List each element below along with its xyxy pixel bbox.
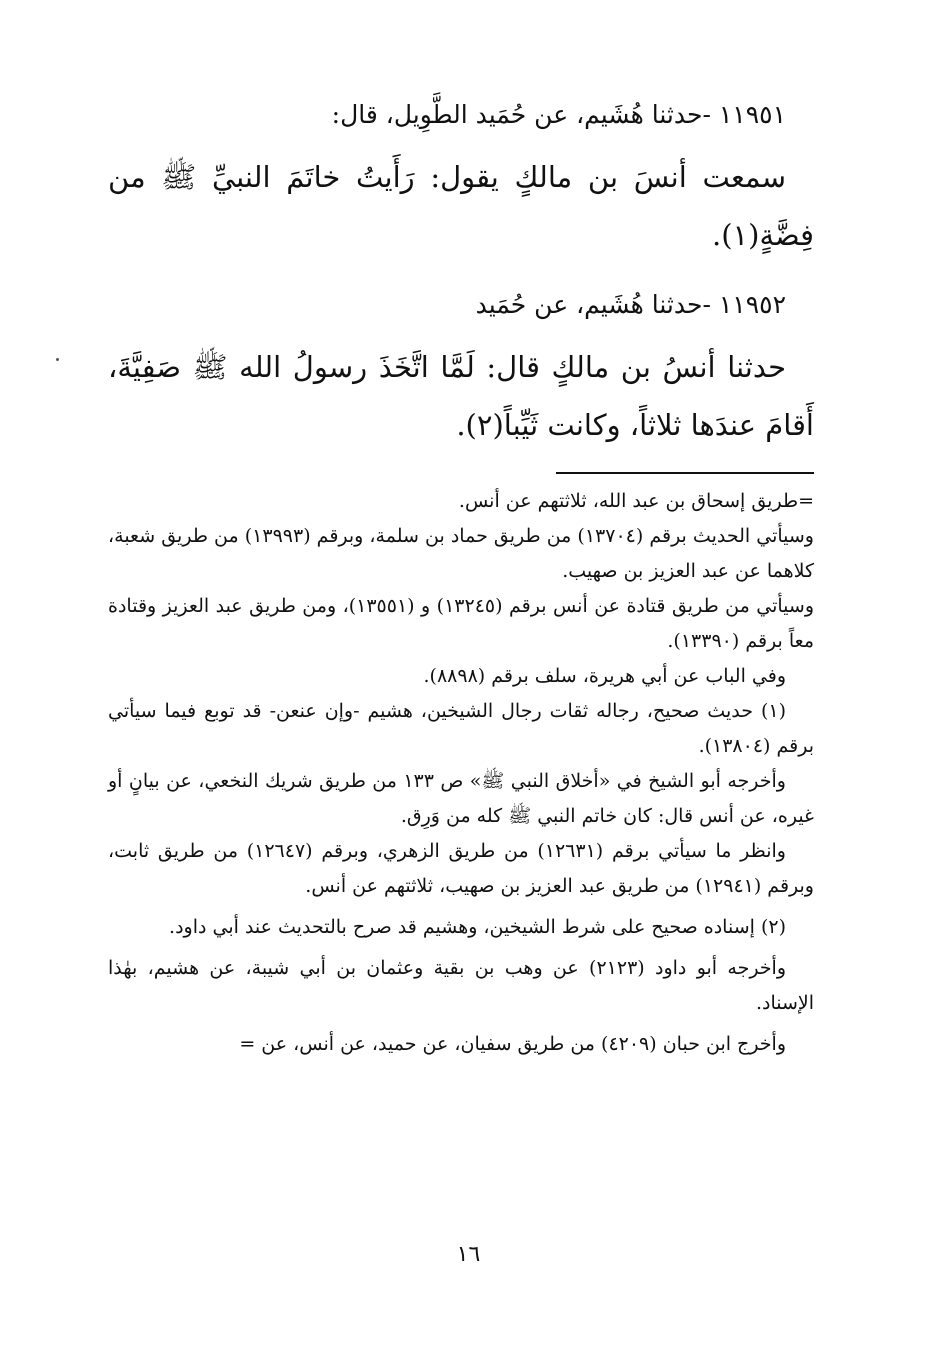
hadith-1-text: سمعت أنسَ بن مالكٍ يقول: رَأَيتُ خاتَمَ النبيِّ ﷺ من فِضَّةٍ(١). — [108, 160, 814, 252]
hadith-2-text: حدثنا أنسُ بن مالكٍ قال: لَمَّا اتَّخَذَ رسولُ الله ﷺ صَفِيَّةَ، أَقامَ عندَها ثلاثاً، وكانت ثَيِّباً(٢). — [108, 350, 814, 442]
footnote-line: وأخرجه أبو الشيخ في «أخلاق النبي ﷺ» ص ١٣٣ من طريق شريك النخعي، عن بيانٍ أو غيره، عن أنس قال: كان خاتم النبي ﷺ كله من وَرِق. — [108, 770, 814, 827]
hadith-2-heading: ١١٩٥٢ -حدثنا هُشَيم، عن حُمَيد — [475, 290, 786, 319]
footnote-line: وسيأتي الحديث برقم (١٣٧٠٤) من طريق حماد بن سلمة، وبرقم (١٣٩٩٣) من طريق شعبة، كلاهما عن عبد العزيز بن صهيب. — [108, 525, 814, 582]
hadith-1-heading: ١١٩٥١ -حدثنا هُشَيم، عن حُمَيد الطَّوِيل، قال: — [331, 100, 786, 129]
page-number: ١٦ — [456, 1242, 481, 1267]
separator-line — [556, 472, 814, 474]
page-body — [108, 92, 814, 1062]
footnote-separator — [108, 454, 814, 484]
footnote-line: وأخرجه أبو داود (٢١٢٣) عن وهب بن بقية وعثمان بن أبي شيبة، عن هشيم، بهٰذا الإسناد. — [108, 957, 814, 1014]
footnote-line: وانظر ما سيأتي برقم (١٢٦٣١) من طريق الزهري، وبرقم (١٢٦٤٧) من طريق ثابت، وبرقم (١٢٩٤١) من طريق عبد العزيز بن صهيب، ثلاثتهم عن أنس. — [108, 840, 814, 897]
footnote-line: =طريق إسحاق بن عبد الله، ثلاثتهم عن أنس. — [458, 490, 814, 512]
footnote-line: وسيأتي من طريق قتادة عن أنس برقم (١٣٢٤٥) و (١٣٥٥١)، ومن طريق عبد العزيز وقتادة معاً برقم (١٣٣٩٠). — [108, 595, 814, 652]
footnote-2: (٢) إسناده صحيح على شرط الشيخين، وهشيم قد صرح بالتحديث عند أبي داود. — [169, 916, 786, 938]
footnote-1: (١) حديث صحيح، رجاله ثقات رجال الشيخين، هشيم -وإن عنعن- قد توبع فيما سيأتي برقم (١٣٨٠٤). — [108, 700, 814, 757]
footnote-line: وأخرج ابن حبان (٤٢٠٩) من طريق سفيان، عن حميد، عن أنس، عن = — [239, 1033, 786, 1055]
footnotes — [108, 484, 814, 1062]
footnote-line: وفي الباب عن أبي هريرة، سلف برقم (٨٨٩٨). — [423, 665, 786, 687]
stray-mark — [56, 358, 59, 361]
